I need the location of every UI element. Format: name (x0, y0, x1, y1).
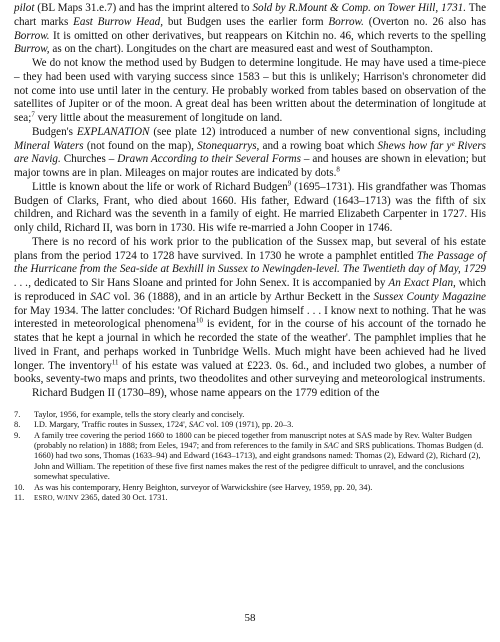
footnote-text (34, 420, 486, 430)
footnote (14, 493, 486, 503)
text-run: as on the chart). Longitudes on the chart are measured east and west of Southampton. (49, 43, 433, 56)
text-run: We do not know the method used by Budgen to determine longitude. He may have used a time-piece – they had been used with varying success since 1583 – but this is unlikely; Harrison's chronometer did not come into use until later in the century. He probably worked from tables based on observation of the satellites of Jupiter or of the moon. A great deal has been written about the determination of longitude at sea; (14, 57, 486, 124)
paragraph (14, 2, 486, 57)
footnote-text (34, 410, 486, 420)
italic-text: Borrow. (328, 15, 364, 28)
footnote-ref: 11 (111, 358, 119, 366)
text-run: As was his contemporary, Henry Beighton, surveyor of Warwickshire (see Harvey, 1959, pp. 20, 34). (34, 482, 373, 492)
italic-text: The Passage of the Hurricane from the Sea-side at Bexhill in Sussex to Newingden-level. The Twentieth day of May, 1729 . . ., (14, 249, 486, 289)
text-run: Taylor, 1956, for example, tells the story clearly and concisely. (34, 409, 245, 419)
italic-text: Stonequarrys, (197, 139, 260, 152)
text-run: Budgen's (32, 125, 77, 138)
italic-text: pilot (14, 2, 35, 14)
footnote-text (34, 431, 486, 483)
footnote-text (34, 483, 486, 493)
paragraph (14, 387, 486, 401)
paragraph (14, 236, 486, 387)
footnote-ref: 10 (196, 317, 203, 325)
text-run: I.D. Margary, 'Traffic routes in Sussex, 1724', (34, 420, 189, 430)
text-run: of his estate was valued at £223. 0s. 6d., and included two globes, a number of books, seventy-two maps and prints, two theodolites and other surveying and meteorological instruments. (14, 359, 486, 386)
italic-text: Drawn According to their Several Forms (117, 153, 301, 166)
text-run: (see plate 12) introduced a number of new conventional signs, including (149, 125, 486, 138)
footnote-number: 10. (14, 482, 25, 492)
italic-text: Sussex County Magazine (373, 290, 487, 303)
footnote-number: 8. (14, 420, 21, 430)
text-run: but Budgen uses the earlier form (163, 15, 329, 28)
text-run: very little about the measurement of longitude on land. (34, 112, 283, 124)
footnote-ref: 9 (287, 180, 292, 188)
footnote-ref: 7 (31, 111, 35, 119)
italic-text: SAC (188, 420, 204, 430)
text-run: for May 1934. The latter concludes: 'Of Richard Budgen himself . . . I know next to nothing. That he was interested in meteorological phenomena (14, 304, 486, 331)
footnote-number: 9. (14, 430, 21, 440)
footnote (14, 410, 486, 420)
text-run: Little is known about the life or work of Richard Budgen (32, 180, 288, 193)
text-run: (BL Maps 31.e.7) and has the imprint altered to (34, 2, 253, 14)
italic-text: Shews how far yᵉ Rivers are Navig. (14, 139, 486, 166)
italic-text: Borrow. (14, 29, 50, 42)
italic-text: Sold by R.Mount & Comp. on Tower Hill, 1731. (252, 2, 467, 14)
italic-text: Burrow, (14, 43, 50, 56)
footnote (14, 420, 486, 430)
footnote-ref: 8 (336, 166, 340, 174)
text-run: vol. 109 (1971), pp. 20–3. (203, 420, 294, 430)
footnote-number: 11. (14, 493, 25, 502)
text-run: (1695–1731). His grandfather was Thomas Budgen of Clarks, Frant, who died about 1660. His father, Edward (1643–1713) was the fifth of six children, and Richard was the seventh in a family of eight. He married Elizabeth Carpenter in 1727. His only child, Richard II, was born in 1730. His wife re-married a John Cooper in 1746. (14, 180, 486, 234)
text-run: vol. 36 (1888), and in an article by Arthur Beckett in the (110, 290, 374, 303)
footnote (14, 483, 486, 493)
footnote-text (34, 493, 486, 503)
italic-text: East Burrow Head, (73, 15, 164, 28)
small-caps-text: ESRO, W/INV (34, 494, 79, 502)
text-run: The chart marks (14, 2, 487, 28)
text-run: which is reproduced in (14, 277, 487, 303)
text-run: 2365, dated 30 Oct. 1731. (78, 493, 168, 502)
footnotes (14, 410, 486, 504)
italic-caps-text: EXPLANATION (76, 125, 150, 138)
paragraph (14, 126, 486, 181)
italic-text: An Exact Plan, (388, 277, 456, 289)
text-run: and SRS publications. Thomas Budgen (d. 1660) had two sons, Thomas (1633–94) and Edward (1643–1713), and eight grandsons named: Thomas (2), Edward (2), Richard (2), John and William. The repetition of these five first names makes the rest of the pedigree difficult to unravel, and the conclusions somewhat speculative. (34, 440, 484, 482)
italic-text: SAC (90, 290, 110, 303)
footnote-number: 7. (14, 409, 21, 419)
paragraph (14, 181, 486, 236)
text-run: It is omitted on other derivatives, but reappears on Kitchin no. 46, which reverts to the spelling (49, 29, 486, 42)
text-run: and a rowing boat which (259, 139, 378, 152)
text-run: Churches – (60, 153, 118, 166)
text-run: Richard Budgen II (1730–89), whose name appears on the 1779 edition of the (32, 387, 380, 399)
text-run: – and houses are shown in elevation; but major towns are in plan. Mileages on major routes are indicated by dots. (14, 153, 486, 179)
italic-text: SAC (323, 440, 339, 450)
paragraph (14, 57, 486, 126)
text-run: dedicated to Sir Hans Sloane and printed for John Senex. It is accompanied by (31, 277, 389, 289)
page-number: 58 (244, 612, 256, 624)
text-run: A family tree covering the period 1660 to 1800 can be pieced together from manuscript notes at SAS made by Rev. Walter Budgen (probably no relation) in 1888; from Eeles, 1947; and from references to the family in (34, 430, 472, 450)
text-run: (not found on the map), (83, 139, 198, 152)
text-run: (Overton no. 26 also has (363, 15, 486, 28)
italic-text: Mineral Waters (14, 139, 84, 152)
footnote (14, 431, 486, 483)
text-run: There is no record of his work prior to the publication of the Sussex map, but several of his estate plans from the period 1724 to 1728 have survived. In 1730 he wrote a pamphlet entitled (14, 235, 486, 262)
body-text (14, 2, 486, 401)
text-run: is evident, for in the course of his account of the tornado he states that he kept a journal in which he recorded the state of the weather'. The pamphlet implies that he lived in Frant, and perhaps worked in Tunbridge Wells. Much might have been achieved had he lived longer. The inventory (14, 318, 486, 372)
